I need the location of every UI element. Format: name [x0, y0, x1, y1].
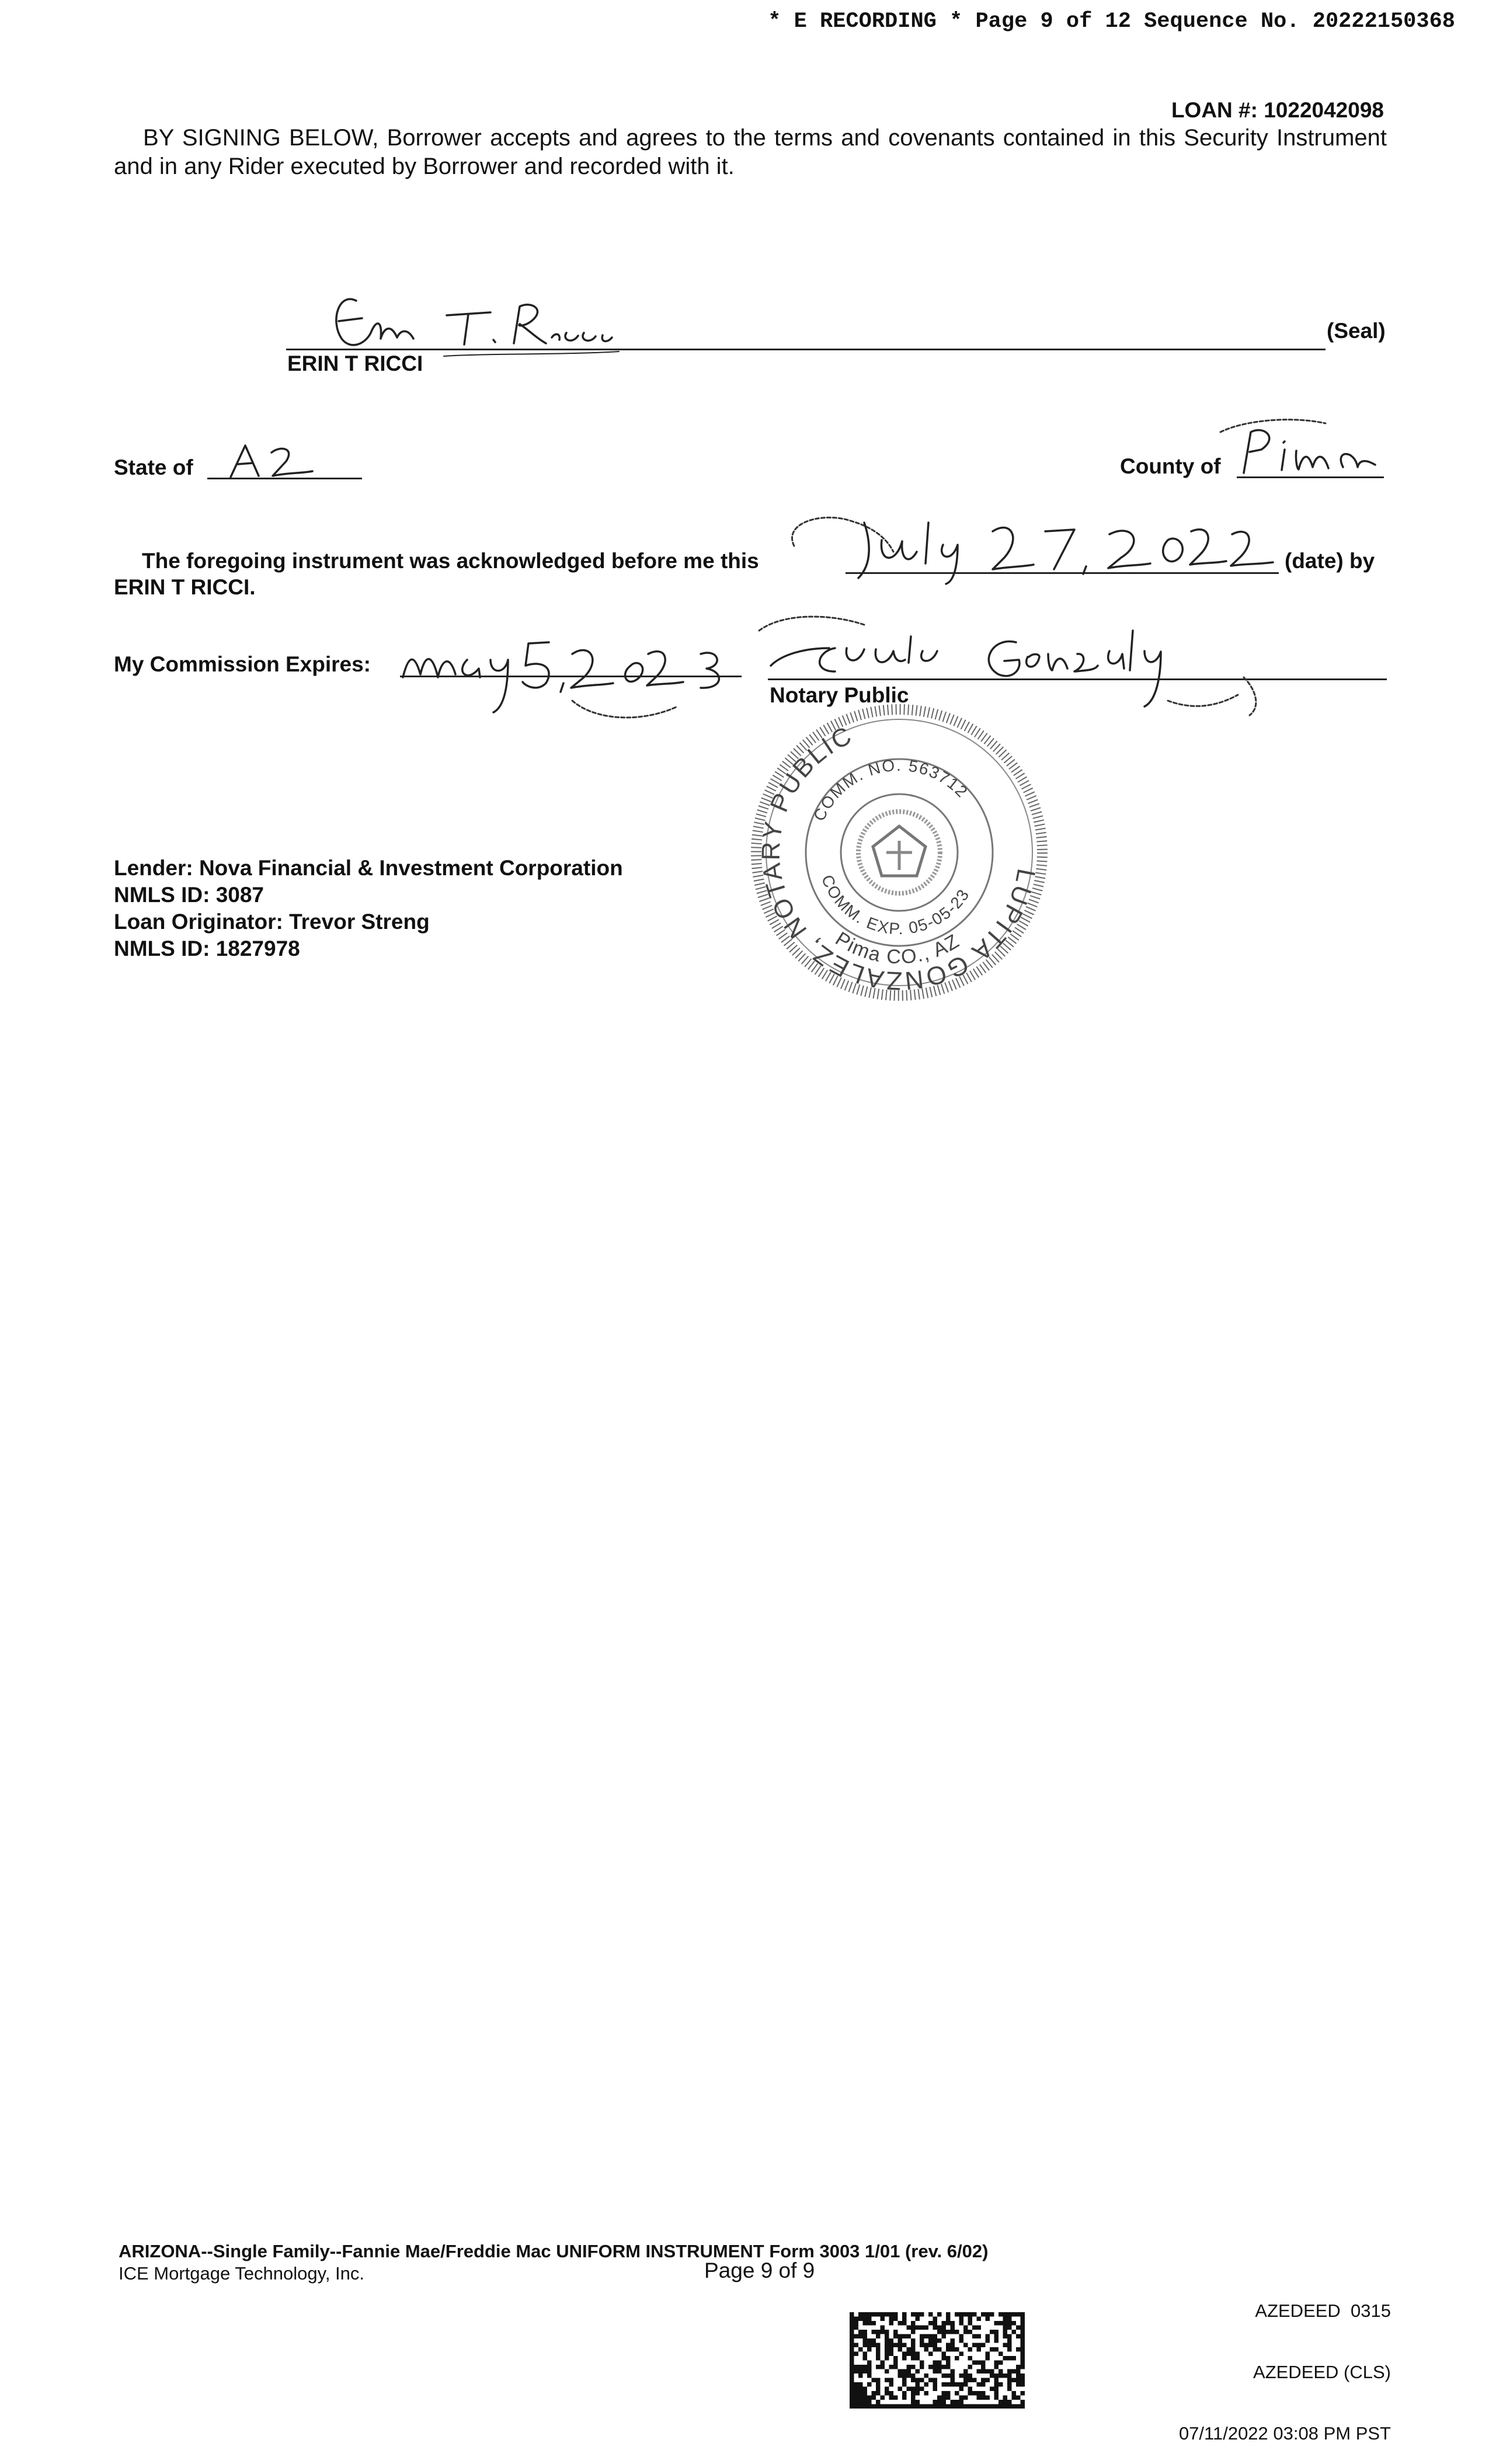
- footer-code-2: AZEDEED (CLS): [1253, 2362, 1391, 2382]
- loan-number-line: [1171, 98, 1384, 123]
- foregoing-text: The foregoing instrument was acknowledged before me this: [142, 549, 759, 573]
- footer-company: ICE Mortgage Technology, Inc.: [119, 2263, 365, 2284]
- state-label: State of: [114, 455, 193, 479]
- seal-county: Pima CO., AZ: [831, 927, 964, 969]
- acknowledged-name: ERIN T RICCI.: [114, 575, 256, 599]
- intro-paragraph: BY SIGNING BELOW, Borrower accepts and agrees to the terms and covenants contained in this Security Instrument and in any Rider executed by Borrower and recorded with it.: [114, 125, 1387, 179]
- footer-page: Page 9 of 9: [704, 2258, 815, 2282]
- footer-code-1: AZEDEED 0315: [1255, 2301, 1391, 2321]
- lender-nmls: NMLS ID: 3087: [114, 883, 265, 907]
- county-label: County of: [1120, 454, 1221, 478]
- footer-form-line: ARIZONA--Single Family--Fannie Mae/Freddie Mac UNIFORM INSTRUMENT Form 3003 1/01 (rev. 6/02): [119, 2241, 989, 2261]
- notary-public-label: Notary Public: [770, 683, 909, 707]
- notary-seal: [747, 701, 1051, 1004]
- originator-nmls: NMLS ID: 1827978: [114, 937, 300, 960]
- loan-originator: Loan Originator: Trevor Streng: [114, 910, 430, 934]
- loan-number: 1022042098: [1264, 98, 1384, 122]
- commission-handwriting: [397, 619, 747, 724]
- commission-label: My Commission Expires:: [114, 652, 371, 676]
- barcode: [850, 2312, 1025, 2409]
- county-handwriting: [1209, 409, 1390, 479]
- footer-codes: [1179, 2260, 1391, 2464]
- recording-header: * E RECORDING * Page 9 of 12 Sequence No. 20222150368: [768, 9, 1455, 34]
- lender-name: Lender: Nova Financial & Investment Corporation: [114, 856, 623, 880]
- borrower-name: ERIN T RICCI: [287, 351, 423, 375]
- date-label: (date) by: [1285, 549, 1375, 573]
- seal-inner-top: COMM. NO. 563712: [809, 756, 972, 824]
- lender-info: [114, 855, 623, 962]
- date-handwriting: [759, 499, 1285, 587]
- state-handwriting: [225, 435, 330, 482]
- loan-label: LOAN #:: [1171, 98, 1258, 122]
- borrower-signature-line: [286, 349, 1326, 350]
- seal-inner-bottom: COMM. EXP. 05-05-23: [817, 872, 973, 938]
- seal-outer-text: LUPITA GONZALEZ, NOTARY PUBLIC: [756, 721, 1041, 996]
- footer-timestamp: 07/11/2022 03:08 PM PST: [1178, 2423, 1391, 2444]
- seal-label: (Seal): [1327, 319, 1386, 343]
